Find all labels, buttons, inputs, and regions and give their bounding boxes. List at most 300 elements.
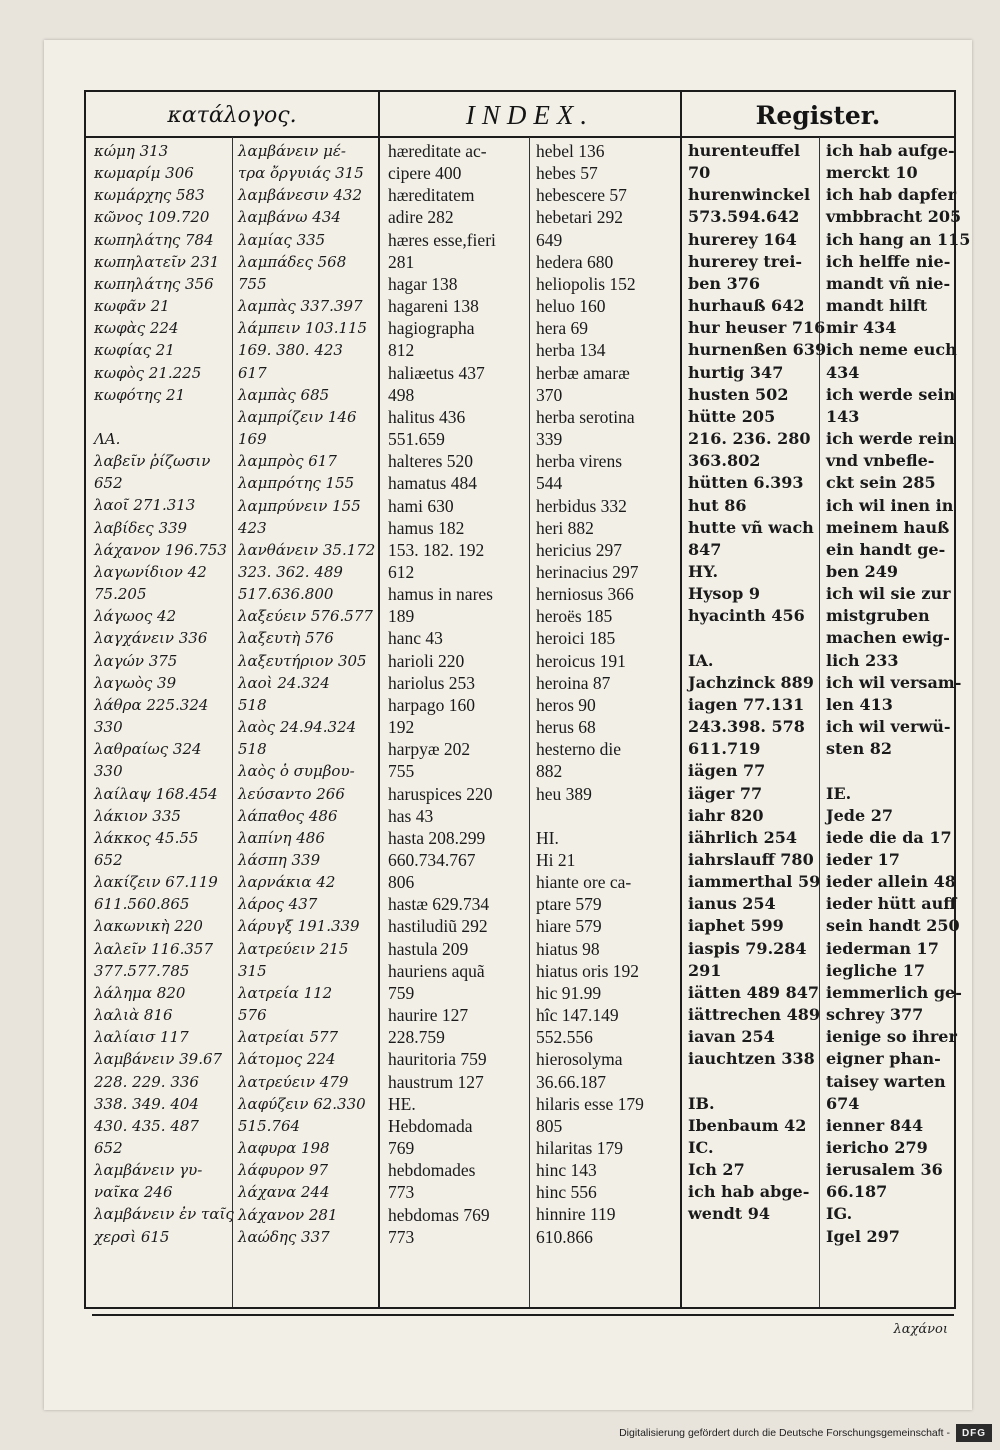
- index-entry: ierusalem 36: [826, 1160, 943, 1180]
- index-entry: λανθάνειν 35.172: [238, 540, 376, 559]
- index-entry: 66.187: [826, 1182, 888, 1202]
- index-entry: [536, 805, 678, 827]
- index-entry: iahr 820: [688, 805, 764, 825]
- book-page: [44, 40, 972, 1410]
- index-entry: hinc 556: [536, 1182, 597, 1203]
- index-entry: herbidus 332: [536, 495, 627, 516]
- index-entry: ich hab dapfer: [826, 185, 957, 205]
- index-entry: halteres 520: [388, 451, 474, 472]
- index-entry: hebes 57: [536, 163, 598, 184]
- index-entry: IA.: [688, 650, 714, 670]
- index-entry: 518: [238, 695, 267, 714]
- index-entry: hur heuser 716: [688, 318, 826, 338]
- index-entry: hurnenßen 639: [688, 340, 827, 360]
- index-entry: 882: [536, 761, 563, 782]
- latin-column-left: [388, 140, 527, 1303]
- index-entry: heliopolis 152: [536, 273, 636, 294]
- index-entry: schrey 377: [826, 1005, 924, 1025]
- index-entry: iahrslauff 780: [688, 849, 814, 869]
- index-entry: mir 434: [826, 318, 897, 338]
- index-entry: 330: [94, 762, 123, 781]
- index-entry: ναῖκα 246: [94, 1183, 173, 1202]
- footer-bar: [0, 1418, 1000, 1450]
- index-entry: 517.636.800: [238, 585, 334, 604]
- index-entry: hastula 209: [388, 938, 469, 959]
- index-entry: iammerthal 59: [688, 872, 821, 892]
- index-entry: hauritoria 759: [388, 1049, 487, 1070]
- index-entry: 674: [826, 1093, 860, 1113]
- latin-header: INDEX.: [465, 99, 595, 130]
- index-entry: λαρνάκια 42: [238, 873, 336, 892]
- index-entry: herus 68: [536, 717, 596, 738]
- index-entry: herniosus 366: [536, 584, 634, 605]
- index-entry: λάκιον 335: [94, 806, 181, 825]
- index-entry: κωπηλατεῖν 231: [94, 252, 220, 271]
- index-entry: ich wil verwü-: [826, 717, 951, 737]
- index-entry: ich wil sie zur: [826, 584, 951, 604]
- index-entry: λάμπειν 103.115: [238, 319, 368, 338]
- index-entry: hebescere 57: [536, 185, 627, 206]
- index-entry: hamus 182: [388, 517, 465, 538]
- index-entry: Hysop 9: [688, 584, 760, 604]
- index-entry: λαξευτὴ 576: [238, 629, 334, 648]
- index-entry: hasta 208.299: [388, 827, 486, 848]
- index-entry: λαπίνη 486: [238, 828, 325, 847]
- index-entry: 363.802: [688, 451, 761, 471]
- index-entry: 652: [94, 474, 123, 493]
- index-entry: hera 69: [536, 318, 588, 339]
- index-entry: 552.556: [536, 1027, 593, 1048]
- index-entry: hami 630: [388, 495, 454, 516]
- index-entry: λαὸς 24.94.324: [238, 718, 357, 737]
- index-entry: 652: [94, 850, 123, 869]
- index-entry: sten 82: [826, 739, 893, 759]
- index-entry: 610.866: [536, 1226, 593, 1247]
- index-entry: 216. 236. 280: [688, 429, 811, 449]
- index-entry: λαμβάνειν γυ-: [94, 1161, 203, 1180]
- index-entry: HE.: [388, 1093, 416, 1114]
- index-entry: HY.: [688, 561, 719, 581]
- index-entry: hiante ore ca-: [536, 872, 632, 893]
- index-entry: 423: [238, 518, 267, 537]
- index-entry: 228.759: [388, 1027, 445, 1048]
- index-entry: λαβίδες 339: [94, 518, 188, 537]
- index-entry: 611.719: [688, 739, 761, 759]
- index-entry: λαγών 375: [94, 651, 178, 670]
- index-entry: 573.594.642: [688, 207, 800, 227]
- index-entry: ienner 844: [826, 1115, 924, 1135]
- index-entry: λαλιὰ 816: [94, 1006, 173, 1025]
- index-entry: hedera 680: [536, 251, 614, 272]
- index-entry: 551.659: [388, 429, 445, 450]
- index-entry: λαμπάδες 568: [238, 252, 347, 271]
- index-entry: κωμάρχης 583: [94, 186, 205, 205]
- index-entry: Igel 297: [826, 1226, 900, 1246]
- index-entry: husten 502: [688, 384, 789, 404]
- footer-credit: Digitalisierung gefördert durch die Deutsche Forschungsgemeinschaft -: [619, 1427, 950, 1439]
- index-entry: ben 376: [688, 273, 760, 293]
- index-entry: eigner phan-: [826, 1049, 941, 1069]
- index-entry: heu 389: [536, 783, 592, 804]
- index-entry: ein handt ge-: [826, 539, 946, 559]
- index-entry: λαμπρὸς 617: [238, 452, 337, 471]
- index-entry: hütten 6.393: [688, 473, 804, 493]
- index-entry: 377.577.785: [94, 961, 190, 980]
- index-entry: harioli 220: [388, 650, 465, 671]
- index-entry: hastæ 629.734: [388, 894, 490, 915]
- index-entry: merckt 10: [826, 163, 918, 183]
- greek-column-right: [238, 140, 376, 1303]
- index-entry: hîc 147.149: [536, 1005, 619, 1026]
- index-entry: 143: [826, 406, 860, 426]
- index-entry: heroina 87: [536, 672, 611, 693]
- index-entry: hebdomas 769: [388, 1204, 490, 1225]
- index-entry: λάκκος 45.55: [94, 828, 199, 847]
- index-entry: haliæetus 437: [388, 362, 485, 383]
- index-entry: iäger 77: [688, 783, 763, 803]
- index-entry: 773: [388, 1182, 415, 1203]
- index-entry: λαμπὰς 685: [238, 385, 330, 404]
- index-entry: κωμαρίμ 306: [94, 164, 194, 183]
- index-entry: hebdomades: [388, 1160, 476, 1181]
- index-entry: [826, 760, 952, 782]
- index-entry: λαμπὰς 337.397: [238, 297, 363, 316]
- index-entry: λαίλαψ 168.454: [94, 784, 218, 803]
- index-entry: heroici 185: [536, 628, 616, 649]
- index-entry: hyacinth 456: [688, 606, 805, 626]
- index-entry: λαξεύειν 576.577: [238, 607, 373, 626]
- latin-column-right: [536, 140, 678, 1303]
- index-entry: 649: [536, 229, 563, 250]
- index-entry: lich 233: [826, 650, 899, 670]
- index-entry: κωπηλάτης 784: [94, 230, 214, 249]
- index-entry: 576: [238, 1006, 267, 1025]
- index-entry: 806: [388, 872, 415, 893]
- german-header: Register.: [755, 100, 881, 130]
- index-entry: κωφᾶν 21: [94, 297, 170, 316]
- index-entry: λαμβάνειν ἐν ταῖς: [94, 1205, 234, 1224]
- index-entry: mandt vñ nie-: [826, 273, 951, 293]
- index-entry: harpyæ 202: [388, 739, 471, 760]
- index-entry: λαξευτήριον 305: [238, 651, 367, 670]
- index-entry: ptare 579: [536, 894, 602, 915]
- index-entry: hæres esse,fieri: [388, 229, 496, 250]
- subcolumn-divider-latin: [529, 137, 530, 1307]
- index-entry: λαλίαισ 117: [94, 1028, 189, 1047]
- index-entry: ich werde sein: [826, 384, 956, 404]
- index-entry: 515.764: [238, 1116, 301, 1135]
- index-entry: hæreditate ac-: [388, 141, 487, 161]
- index-entry: ieder 17: [826, 849, 900, 869]
- index-entry: 769: [388, 1138, 415, 1159]
- index-entry: Ich 27: [688, 1160, 745, 1180]
- german-column-right: [826, 140, 971, 1303]
- index-entry: λαθραίως 324: [94, 740, 202, 759]
- index-entry: κῶνος 109.720: [94, 208, 210, 227]
- index-entry: hinc 143: [536, 1160, 597, 1181]
- index-entry: 617: [238, 363, 267, 382]
- index-entry: sein handt 250: [826, 916, 960, 936]
- index-entry: IE.: [826, 783, 852, 803]
- index-entry: mandt hilft: [826, 296, 928, 316]
- index-entry: len 413: [826, 694, 893, 714]
- index-entry: hiare 579: [536, 916, 602, 937]
- index-entry: hurerey trei-: [688, 251, 803, 271]
- index-entry: ich werde rein: [826, 429, 955, 449]
- index-entry: iegliche 17: [826, 960, 925, 980]
- index-entry: hilaritas 179: [536, 1138, 623, 1159]
- subcolumn-divider-german: [819, 137, 820, 1307]
- index-entry: 544: [536, 473, 563, 494]
- index-entry: hamatus 484: [388, 473, 477, 494]
- index-entry: λαγωὸς 39: [94, 673, 177, 692]
- index-entry: λαμπρίζειν 146: [238, 407, 357, 426]
- index-entry: iavan 254: [688, 1027, 775, 1047]
- index-entry: herba virens: [536, 451, 623, 472]
- index-entry: 518: [238, 740, 267, 759]
- index-entry: hinnire 119: [536, 1204, 616, 1225]
- index-entry: λάθρα 225.324: [94, 695, 209, 714]
- index-entry: λάτομος 224: [238, 1050, 336, 1069]
- catchword: λαχάνοι: [893, 1322, 948, 1337]
- index-entry: heros 90: [536, 694, 596, 715]
- index-entry: λάσπη 339: [238, 851, 321, 869]
- index-entry: λαμβάνειν μέ-: [238, 142, 346, 160]
- index-entry: 339: [536, 429, 563, 450]
- index-entry: λαώδης 337: [238, 1227, 330, 1246]
- index-entry: λαβεῖν ῥίζωσιν: [94, 452, 211, 471]
- index-entry: iemmerlich ge-: [826, 982, 962, 1002]
- index-entry: hæreditatem: [388, 185, 475, 206]
- index-entry: λατρεία 112: [238, 983, 333, 1002]
- index-entry: λαμβάνειν 39.67: [94, 1050, 223, 1069]
- index-entry: ieder allein 48: [826, 872, 956, 892]
- index-entry: hebetari 292: [536, 207, 623, 228]
- index-entry: hurerey 164: [688, 229, 797, 249]
- index-entry: λαμίας 335: [238, 230, 326, 249]
- index-entry: ieder hütt auff: [826, 894, 957, 914]
- subcolumn-divider-greek: [232, 137, 233, 1307]
- index-entry: λαοὶ 24.324: [238, 673, 330, 692]
- index-entry: ienige so ihrer: [826, 1027, 957, 1047]
- index-entry: hurhauß 642: [688, 296, 805, 316]
- index-entry: λάχανον 281: [238, 1205, 338, 1224]
- index-entry: 660.734.767: [388, 850, 476, 870]
- index-entry: hiatus 98: [536, 938, 600, 959]
- index-entry: ich hab abge-: [688, 1182, 810, 1202]
- index-entry: 611.560.865: [94, 895, 190, 914]
- index-entry: herba 134: [536, 340, 606, 361]
- index-entry: 812: [388, 340, 415, 361]
- index-entry: 323. 362. 489: [238, 562, 343, 581]
- index-entry: iägen 77: [688, 761, 766, 781]
- index-entry: hesterno die: [536, 739, 622, 760]
- index-entry: haustrum 127: [388, 1071, 484, 1092]
- index-entry: hebel 136: [536, 141, 605, 161]
- greek-header: κατάλογος.: [167, 102, 297, 128]
- index-entry: hanc 43: [388, 628, 443, 649]
- index-entry: 338. 349. 404: [94, 1094, 199, 1113]
- index-entry: haruspices 220: [388, 783, 493, 804]
- index-entry: hastiludiũ 292: [388, 916, 488, 937]
- index-entry: 498: [388, 384, 415, 405]
- index-entry: 228. 229. 336: [94, 1072, 199, 1091]
- index-entry: ich helffe nie-: [826, 251, 951, 271]
- index-entry: λατρεύειν 215: [238, 939, 349, 958]
- index-entry: 370: [536, 384, 563, 405]
- index-entry: Hebdomada: [388, 1115, 473, 1136]
- index-entry: λάχανον 196.753: [94, 540, 227, 559]
- index-entry: 70: [688, 163, 711, 183]
- index-entry: λατρείαι 577: [238, 1028, 339, 1047]
- index-entry: 169: [238, 430, 267, 449]
- header-rule: [86, 136, 954, 138]
- index-entry: mistgruben: [826, 606, 930, 626]
- index-entry: herinacius 297: [536, 561, 639, 582]
- greek-column-left: [94, 140, 234, 1303]
- index-entry: 192: [388, 717, 415, 738]
- index-entry: λαφύζειν 62.330: [238, 1094, 366, 1113]
- index-entry: 243.398. 578: [688, 717, 805, 737]
- index-entry: Ibenbaum 42: [688, 1115, 807, 1135]
- index-entry: ich wil inen in: [826, 495, 954, 515]
- index-entry: λαμπρότης 155: [238, 474, 355, 493]
- index-entry: iaspis 79.284: [688, 938, 807, 958]
- index-entry: adire 282: [388, 207, 454, 228]
- index-entry: hic 91.99: [536, 982, 602, 1003]
- index-entry: κωφίας 21: [94, 341, 175, 360]
- index-entry: Jede 27: [826, 805, 893, 825]
- index-entry: iede die da 17: [826, 827, 952, 847]
- index-entry: τρα ὄργυιάς 315: [238, 164, 364, 183]
- index-entry: ich neme euch: [826, 340, 957, 360]
- index-entry: HI.: [536, 827, 559, 848]
- index-entry: vmbbracht 205: [826, 207, 962, 227]
- index-entry: halitus 436: [388, 406, 466, 427]
- index-entry: [688, 1071, 817, 1093]
- index-entry: 805: [536, 1115, 563, 1136]
- index-entry: hilaris esse 179: [536, 1093, 644, 1114]
- index-entry: κωφὸς 21.225: [94, 363, 202, 382]
- index-entry: 847: [688, 539, 722, 559]
- index-entry: 773: [388, 1226, 415, 1247]
- index-entry: λαγωνίδιον 42: [94, 562, 207, 581]
- index-entry: Jachzinck 889: [688, 672, 814, 692]
- index-entry: λάλημα 820: [94, 983, 186, 1002]
- index-entry: has 43: [388, 805, 434, 826]
- index-entry: χερσὶ 615: [94, 1227, 170, 1246]
- index-entry: ΛΑ.: [94, 430, 121, 449]
- dfg-logo: DFG: [956, 1424, 992, 1442]
- index-entry: [94, 406, 230, 428]
- bottom-rule: [92, 1314, 954, 1316]
- index-entry: 169. 380. 423: [238, 341, 343, 360]
- index-entry: harpago 160: [388, 694, 475, 715]
- index-entry: herba serotina: [536, 406, 635, 427]
- index-entry: 612: [388, 561, 415, 582]
- index-entry: meinem hauß: [826, 517, 950, 537]
- index-entry: κωπηλάτης 356: [94, 274, 214, 293]
- index-entry: 36.66.187: [536, 1071, 606, 1092]
- index-entry: hagar 138: [388, 273, 458, 294]
- index-entry: λακωνικὴ 220: [94, 917, 203, 936]
- index-entry: IG.: [826, 1204, 853, 1224]
- index-entry: hagiographa: [388, 318, 475, 339]
- index-entry: λαλεῖν 116.357: [94, 939, 213, 958]
- index-entry: 755: [238, 274, 267, 293]
- column-divider-2: [680, 92, 682, 1307]
- index-entry: 652: [94, 1139, 123, 1158]
- german-column-left: [688, 140, 827, 1303]
- index-entry: 755: [388, 761, 415, 782]
- index-entry: wendt 94: [688, 1204, 770, 1224]
- index-entry: λακίζειν 67.119: [94, 873, 218, 892]
- index-entry: λάγωος 42: [94, 607, 177, 626]
- index-entry: 189: [388, 606, 415, 627]
- index-entry: 430. 435. 487: [94, 1116, 199, 1135]
- index-entry: hütte 205: [688, 406, 776, 426]
- index-entry: λατρεύειν 479: [238, 1072, 349, 1091]
- index-entry: iericho 279: [826, 1138, 928, 1158]
- index-entry: [688, 627, 817, 649]
- index-entry: herbæ amaræ: [536, 362, 630, 383]
- index-entry: 759: [388, 982, 415, 1003]
- index-entry: ich hang an 115: [826, 229, 971, 249]
- index-entry: λάφυρον 97: [238, 1161, 329, 1180]
- index-entry: hauriens aquã: [388, 960, 485, 981]
- index-entry: λάχανα 244: [238, 1183, 330, 1202]
- index-entry: hamus in nares: [388, 584, 493, 605]
- index-entry: hagareni 138: [388, 296, 479, 317]
- index-entry: heroicus 191: [536, 650, 626, 671]
- index-entry: 315: [238, 961, 267, 980]
- index-entry: ben 249: [826, 561, 898, 581]
- index-entry: λαγχάνειν 336: [94, 629, 208, 648]
- index-entry: λάρυγξ 191.339: [238, 917, 360, 936]
- index-entry: iaphet 599: [688, 916, 784, 936]
- index-entry: heluo 160: [536, 296, 606, 317]
- index-entry: hericius 297: [536, 539, 623, 560]
- index-entry: iährlich 254: [688, 827, 798, 847]
- index-entry: 434: [826, 362, 860, 382]
- index-entry: iättrechen 489: [688, 1005, 820, 1025]
- column-divider-1: [378, 92, 380, 1307]
- index-entry: IC.: [688, 1138, 714, 1157]
- index-entry: heroës 185: [536, 606, 613, 627]
- index-entry: 281: [388, 251, 415, 272]
- index-entry: λαφυρα 198: [238, 1139, 330, 1158]
- index-entry: IB.: [688, 1093, 715, 1113]
- index-entry: 291: [688, 960, 722, 980]
- index-entry: cipere 400: [388, 163, 462, 184]
- index-entry: λαμβάνω 434: [238, 208, 341, 227]
- index-entry: λαμβάνεσιν 432: [238, 186, 362, 205]
- index-entry: hurtig 347: [688, 362, 784, 382]
- index-entry: hurenwinckel: [688, 185, 811, 205]
- index-entry: λαὸς ὁ συμβου-: [238, 762, 355, 781]
- index-entry: machen ewig-: [826, 628, 950, 648]
- index-entry: vnd vnbefle-: [826, 451, 935, 471]
- index-entry: hierosolyma: [536, 1049, 623, 1070]
- index-entry: ich hab aufge-: [826, 141, 955, 160]
- index-entry: ckt sein 285: [826, 473, 936, 493]
- index-entry: iauchtzen 338: [688, 1049, 815, 1069]
- index-entry: haurire 127: [388, 1005, 469, 1026]
- index-entry: ich wil versam-: [826, 672, 962, 692]
- index-entry: hut 86: [688, 495, 747, 515]
- index-entry: iagen 77.131: [688, 694, 805, 714]
- index-entry: hurenteuffel: [688, 141, 801, 160]
